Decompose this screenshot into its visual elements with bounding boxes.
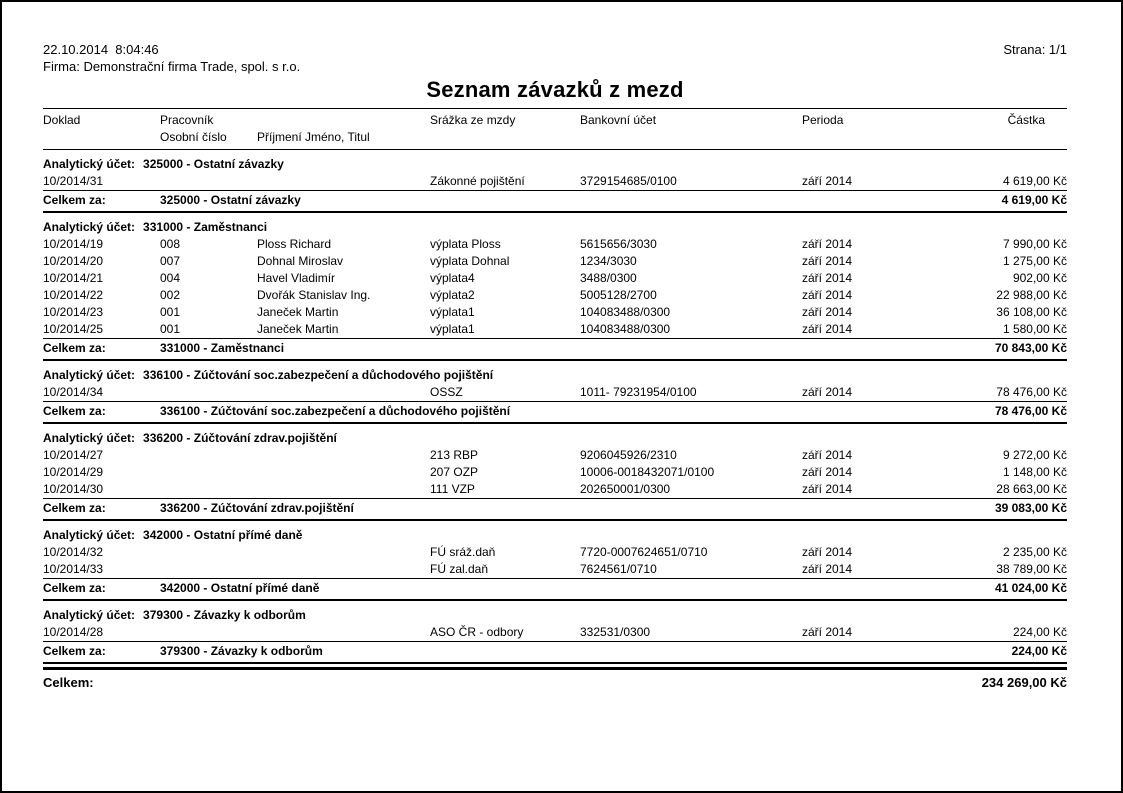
cell-castka: 7 990,00 Kč: [1002, 237, 1067, 251]
table-row: [43, 287, 1067, 304]
section-total-amount: 39 083,00 Kč: [994, 501, 1067, 515]
section-total-account: 325000 - Ostatní závazky: [160, 193, 301, 207]
cell-prijmeni-jmeno: Havel Vladimír: [257, 271, 336, 285]
cell-osobni-cislo: [160, 481, 257, 498]
cell-srazka-ze-mzdy: výplata2: [430, 288, 475, 302]
cell-prijmeni-jmeno: [257, 481, 430, 498]
section-account: 336100 - Zúčtování soc.zabezpečení a důchodového pojištění: [143, 368, 494, 382]
cell-prijmeni-jmeno: [257, 624, 430, 641]
table-row: [43, 384, 1067, 401]
cell-srazka-ze-mzdy: OSSZ: [430, 385, 463, 399]
section-total-row: [43, 498, 1067, 521]
section-total-label: Celkem za:: [43, 341, 106, 355]
section-header-label: Analytický účet:: [43, 528, 136, 542]
section-account: 342000 - Ostatní přímé daně: [143, 528, 303, 542]
section-header: [43, 601, 1067, 624]
grand-total-row: [43, 667, 1067, 691]
cell-doklad: 10/2014/28: [43, 625, 104, 639]
section-total-account: 331000 - Zaměstnanci: [160, 341, 285, 355]
section-header-label: Analytický účet:: [43, 157, 136, 171]
section-total-row: [43, 190, 1067, 213]
cell-perioda: září 2014: [802, 174, 853, 188]
cell-bankovni-ucet: 332531/0300: [580, 625, 651, 639]
table-row: [43, 253, 1067, 270]
cell-bankovni-ucet: 10006-0018432071/0100: [580, 465, 715, 479]
cell-bankovni-ucet: 5005128/2700: [580, 288, 657, 302]
section-account: 331000 - Zaměstnanci: [143, 220, 268, 234]
section-rows: [43, 173, 1067, 190]
cell-prijmeni-jmeno: Ploss Richard: [257, 237, 332, 251]
section-total-row: [43, 641, 1067, 664]
cell-doklad: 10/2014/20: [43, 254, 104, 268]
cell-osobni-cislo: 001: [160, 305, 181, 319]
page-number: Strana: 1/1: [1003, 42, 1067, 57]
cell-perioda: září 2014: [802, 562, 853, 576]
col-pracovnik: Pracovník: [160, 113, 214, 127]
table-row: [43, 173, 1067, 190]
table-row: [43, 270, 1067, 287]
report-datetime: 22.10.2014 8:04:46: [43, 42, 159, 57]
cell-prijmeni-jmeno: Dohnal Miroslav: [257, 254, 344, 268]
company-line: Firma: Demonstrační firma Trade, spol. s r.o.: [43, 59, 301, 74]
cell-perioda: září 2014: [802, 385, 853, 399]
col-spacer: [43, 129, 160, 146]
cell-castka: 1 275,00 Kč: [1002, 254, 1067, 268]
cell-doklad: 10/2014/27: [43, 448, 104, 462]
cell-srazka-ze-mzdy: 207 OZP: [430, 465, 479, 479]
cell-osobni-cislo: 007: [160, 254, 181, 268]
table-header: [43, 108, 1067, 150]
cell-perioda: září 2014: [802, 271, 853, 285]
cell-castka: 2 235,00 Kč: [1002, 545, 1067, 559]
section-total-amount: 78 476,00 Kč: [994, 404, 1067, 418]
cell-bankovni-ucet: 1011- 79231954/0100: [580, 385, 697, 399]
section-total-account: 379300 - Závazky k odborům: [160, 644, 323, 658]
section-total-account: 336200 - Zúčtování zdrav.pojištění: [160, 501, 354, 515]
col-prijmeni-jmeno: Příjmení Jméno, Titul: [257, 130, 370, 144]
table-row: [43, 464, 1067, 481]
cell-srazka-ze-mzdy: FÚ sráž.daň: [430, 545, 496, 559]
section-header: [43, 521, 1067, 544]
cell-osobni-cislo: [160, 173, 257, 190]
table-header-line-1: [43, 112, 1067, 129]
cell-srazka-ze-mzdy: výplata1: [430, 305, 475, 319]
col-doklad: Doklad: [43, 113, 81, 127]
cell-osobni-cislo: 001: [160, 322, 181, 336]
account-section: [43, 150, 1067, 213]
cell-bankovni-ucet: 1234/3030: [580, 254, 637, 268]
cell-perioda: září 2014: [802, 465, 853, 479]
cell-castka: 4 619,00 Kč: [1002, 174, 1067, 188]
section-rows: [43, 624, 1067, 641]
cell-osobni-cislo: [160, 447, 257, 464]
table-row: [43, 481, 1067, 498]
cell-doklad: 10/2014/23: [43, 305, 104, 319]
cell-perioda: září 2014: [802, 237, 853, 251]
cell-prijmeni-jmeno: [257, 173, 430, 190]
cell-srazka-ze-mzdy: výplata1: [430, 322, 475, 336]
cell-osobni-cislo: [160, 561, 257, 578]
section-total-account: 336100 - Zúčtování soc.zabezpečení a důchodového pojištění: [160, 404, 511, 418]
cell-castka: 902,00 Kč: [1012, 271, 1067, 285]
cell-doklad: 10/2014/31: [43, 174, 104, 188]
section-total-amount: 70 843,00 Kč: [994, 341, 1067, 355]
cell-bankovni-ucet: 202650001/0300: [580, 482, 671, 496]
col-osobni-cislo: Osobní číslo: [160, 130, 227, 144]
section-total-row: [43, 338, 1067, 361]
cell-bankovni-ucet: 104083488/0300: [580, 305, 671, 319]
cell-prijmeni-jmeno: [257, 544, 430, 561]
cell-castka: 38 789,00 Kč: [996, 562, 1067, 576]
table-row: [43, 304, 1067, 321]
cell-perioda: září 2014: [802, 322, 853, 336]
col-castka: Částka: [1007, 113, 1045, 127]
section-total-label: Celkem za:: [43, 501, 106, 515]
table-row: [43, 447, 1067, 464]
cell-prijmeni-jmeno: Janeček Martin: [257, 322, 339, 336]
cell-bankovni-ucet: 3488/0300: [580, 271, 637, 285]
section-rows: [43, 384, 1067, 401]
section-total-amount: 41 024,00 Kč: [994, 581, 1067, 595]
cell-castka: 78 476,00 Kč: [996, 385, 1067, 399]
section-header-label: Analytický účet:: [43, 368, 136, 382]
cell-doklad: 10/2014/29: [43, 465, 104, 479]
cell-srazka-ze-mzdy: 111 VZP: [430, 482, 475, 496]
cell-bankovni-ucet: 9206045926/2310: [580, 448, 677, 462]
cell-srazka-ze-mzdy: ASO ČR - odbory: [430, 625, 524, 639]
cell-doklad: 10/2014/21: [43, 271, 104, 285]
table-header-line-2: [43, 129, 1067, 146]
cell-bankovni-ucet: 104083488/0300: [580, 322, 671, 336]
cell-perioda: září 2014: [802, 305, 853, 319]
cell-doklad: 10/2014/32: [43, 545, 104, 559]
cell-castka: 1 148,00 Kč: [1002, 465, 1067, 479]
cell-prijmeni-jmeno: [257, 447, 430, 464]
section-header-label: Analytický účet:: [43, 608, 136, 622]
col-bankovni-ucet: Bankovní účet: [580, 113, 657, 127]
cell-doklad: 10/2014/33: [43, 562, 104, 576]
cell-srazka-ze-mzdy: FÚ zal.daň: [430, 562, 489, 576]
section-header-label: Analytický účet:: [43, 431, 136, 445]
table-row: [43, 321, 1067, 338]
section-account: 325000 - Ostatní závazky: [143, 157, 284, 171]
col-perioda: Perioda: [802, 113, 844, 127]
cell-perioda: září 2014: [802, 448, 853, 462]
section-header-label: Analytický účet:: [43, 220, 136, 234]
table-row: [43, 544, 1067, 561]
cell-castka: 9 272,00 Kč: [1002, 448, 1067, 462]
grand-total-label: Celkem:: [43, 675, 94, 690]
section-total-amount: 224,00 Kč: [1011, 644, 1067, 658]
section-header: [43, 213, 1067, 236]
cell-srazka-ze-mzdy: Zákonné pojištění: [430, 174, 525, 188]
cell-prijmeni-jmeno: Janeček Martin: [257, 305, 339, 319]
cell-doklad: 10/2014/30: [43, 482, 104, 496]
account-section: [43, 521, 1067, 601]
cell-prijmeni-jmeno: [257, 464, 430, 481]
cell-srazka-ze-mzdy: výplata4: [430, 271, 475, 285]
table-row: [43, 561, 1067, 578]
cell-castka: 36 108,00 Kč: [996, 305, 1067, 319]
section-header: [43, 424, 1067, 447]
section-total-amount: 4 619,00 Kč: [1001, 193, 1067, 207]
section-total-label: Celkem za:: [43, 644, 106, 658]
cell-perioda: září 2014: [802, 254, 853, 268]
cell-castka: 22 988,00 Kč: [996, 288, 1067, 302]
table-row: [43, 624, 1067, 641]
cell-perioda: září 2014: [802, 482, 853, 496]
cell-doklad: 10/2014/34: [43, 385, 104, 399]
cell-bankovni-ucet: 3729154685/0100: [580, 174, 677, 188]
section-total-row: [43, 578, 1067, 601]
cell-perioda: září 2014: [802, 625, 853, 639]
section-total-account: 342000 - Ostatní přímé daně: [160, 581, 320, 595]
section-rows: [43, 236, 1067, 338]
cell-srazka-ze-mzdy: výplata Dohnal: [430, 254, 510, 268]
col-srazka-ze-mzdy: Srážka ze mzdy: [430, 113, 516, 127]
section-rows: [43, 544, 1067, 578]
grand-total-amount: 234 269,00 Kč: [981, 675, 1067, 690]
cell-osobni-cislo: 002: [160, 288, 181, 302]
cell-prijmeni-jmeno: [257, 561, 430, 578]
section-total-row: [43, 401, 1067, 424]
account-section: [43, 424, 1067, 521]
section-total-label: Celkem za:: [43, 193, 106, 207]
section-account: 379300 - Závazky k odborům: [143, 608, 306, 622]
cell-srazka-ze-mzdy: 213 RBP: [430, 448, 479, 462]
cell-doklad: 10/2014/19: [43, 237, 104, 251]
cell-osobni-cislo: 008: [160, 237, 181, 251]
section-header: [43, 361, 1067, 384]
report-meta: [43, 42, 1067, 57]
cell-osobni-cislo: [160, 464, 257, 481]
cell-castka: 1 580,00 Kč: [1002, 322, 1067, 336]
cell-perioda: září 2014: [802, 545, 853, 559]
section-rows: [43, 447, 1067, 498]
cell-bankovni-ucet: 5615656/3030: [580, 237, 657, 251]
cell-bankovni-ucet: 7624561/0710: [580, 562, 657, 576]
account-section: [43, 213, 1067, 361]
cell-osobni-cislo: [160, 544, 257, 561]
cell-doklad: 10/2014/22: [43, 288, 104, 302]
report-title: Seznam závazků z mezd: [426, 77, 684, 102]
cell-osobni-cislo: [160, 624, 257, 641]
section-total-label: Celkem za:: [43, 581, 106, 595]
cell-castka: 224,00 Kč: [1012, 625, 1067, 639]
table-row: [43, 236, 1067, 253]
cell-prijmeni-jmeno: Dvořák Stanislav Ing.: [257, 288, 371, 302]
cell-osobni-cislo: 004: [160, 271, 181, 285]
cell-perioda: září 2014: [802, 288, 853, 302]
report-sections: [43, 150, 1067, 664]
cell-osobni-cislo: [160, 384, 257, 401]
col-spacer: [257, 112, 430, 129]
account-section: [43, 361, 1067, 424]
account-section: [43, 601, 1067, 664]
section-account: 336200 - Zúčtování zdrav.pojištění: [143, 431, 337, 445]
section-total-label: Celkem za:: [43, 404, 106, 418]
section-header: [43, 150, 1067, 173]
cell-srazka-ze-mzdy: výplata Ploss: [430, 237, 501, 251]
cell-castka: 28 663,00 Kč: [996, 482, 1067, 496]
cell-prijmeni-jmeno: [257, 384, 430, 401]
cell-bankovni-ucet: 7720-0007624651/0710: [580, 545, 708, 559]
cell-doklad: 10/2014/25: [43, 322, 104, 336]
